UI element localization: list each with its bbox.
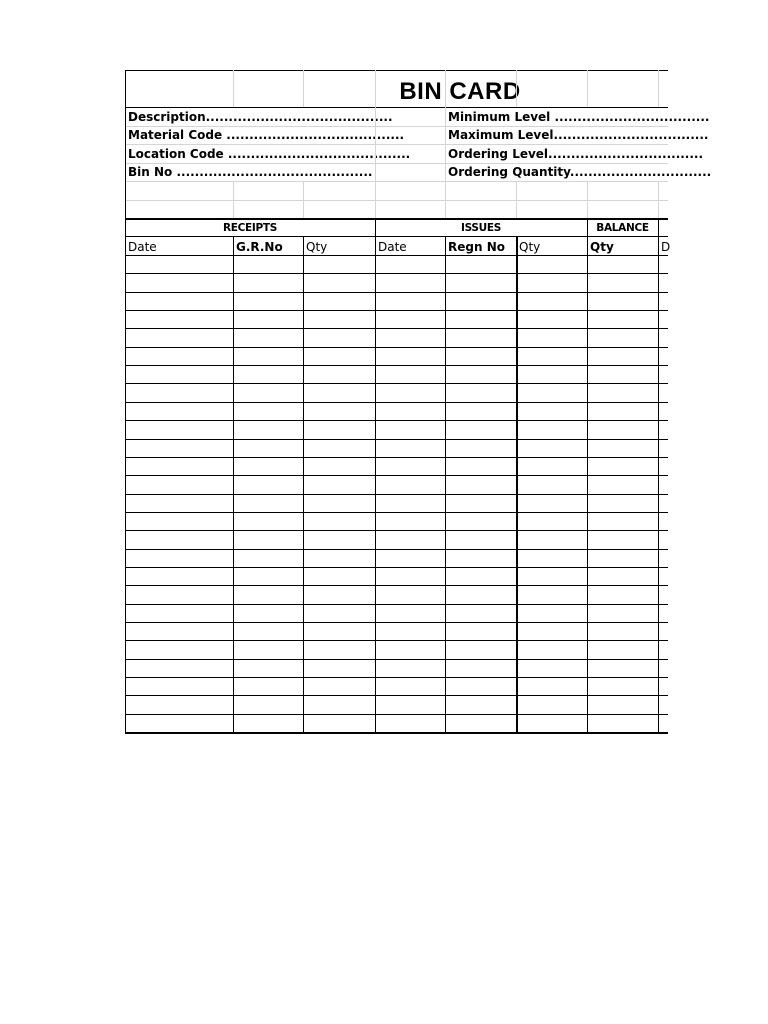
title-row-border (125, 107, 668, 108)
header-gridline (125, 126, 668, 127)
balance-section-header: BALANCE (596, 222, 649, 234)
header-blank-column-tick (233, 181, 234, 218)
receipts-date-header: Date (128, 240, 157, 254)
page-title: BIN CARD (399, 78, 521, 105)
issues-section-header: ISSUES (460, 222, 502, 234)
issues-balance-divider (587, 218, 588, 734)
bin-no-field: Bin No ........................................... (128, 165, 373, 179)
issues-qty-header: Qty (519, 240, 541, 254)
minimum-level-field: Minimum Level .................................. (448, 110, 710, 124)
maximum-level-field: Maximum Level.................................. (448, 128, 709, 142)
title-row-column-tick (233, 70, 234, 107)
balance-qty-header: Qty (590, 240, 614, 254)
issues-date-header: Date (378, 240, 407, 254)
material-code-field: Material Code ....................................... (128, 128, 405, 142)
receipts-section-header: RECEIPTS (222, 222, 278, 234)
header-blank-column-tick (587, 181, 588, 218)
header-gridline (125, 163, 668, 164)
header-blank-column-tick (303, 181, 304, 218)
description-field: Description......................................... (128, 110, 393, 124)
ordering-level-field: Ordering Level.................................. (448, 147, 704, 161)
receipts-issues-divider (375, 218, 376, 734)
receipts-qty-header: Qty (306, 240, 328, 254)
bin-card-sheet (125, 70, 712, 733)
issues-regn-no-header: Regn No (448, 240, 505, 254)
column-line (445, 236, 446, 734)
location-code-field: Location Code ........................................ (128, 147, 411, 161)
column-line (233, 236, 234, 734)
header-blank-column-tick (658, 181, 659, 218)
cut-off-date-header: D (661, 240, 671, 254)
title-row-column-tick (375, 70, 376, 107)
header-field-divider (445, 107, 446, 218)
issues-qty-divider (516, 236, 518, 734)
header-field-divider (375, 107, 376, 218)
title-row-column-tick (303, 70, 304, 107)
header-blank-column-tick (516, 181, 517, 218)
header-gridline (125, 144, 668, 145)
ordering-quantity-field: Ordering Quantity............................... (448, 165, 712, 179)
balance-right-divider (658, 218, 659, 734)
title-row-column-tick (445, 70, 446, 107)
title-row-column-tick (587, 70, 588, 107)
title-row-column-tick (516, 70, 517, 107)
left-border (125, 70, 126, 734)
column-line (303, 236, 304, 734)
title-row-column-tick (658, 70, 659, 107)
receipts-grno-header: G.R.No (236, 240, 283, 254)
